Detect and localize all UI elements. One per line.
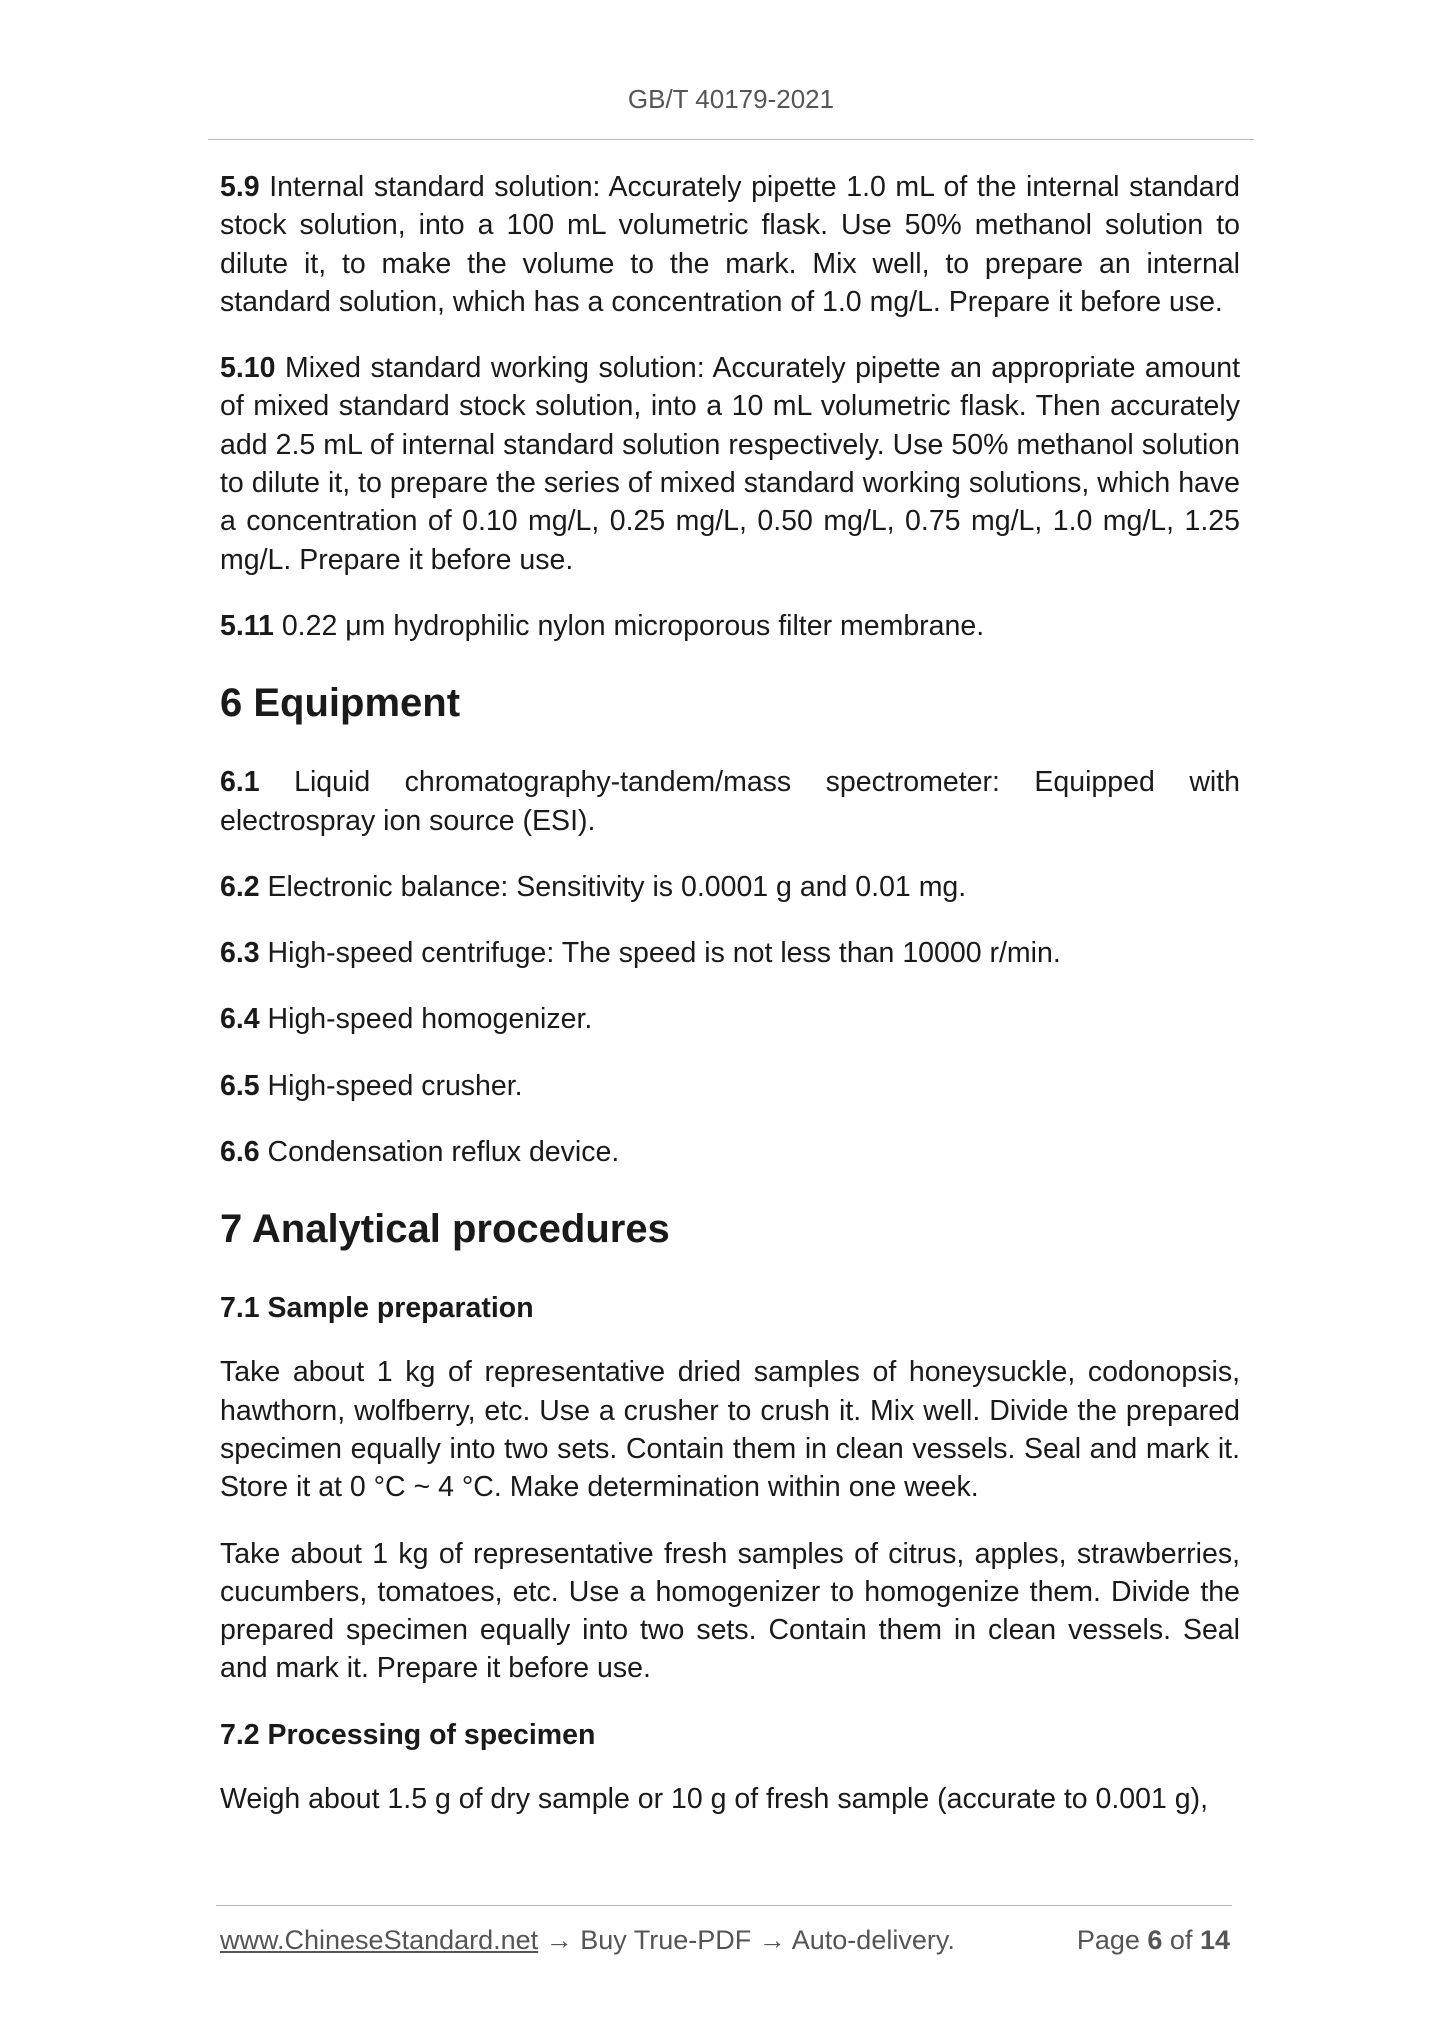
clause-5-10 <box>220 349 1240 579</box>
clause-number: 6.4 <box>220 1003 260 1036</box>
clause-6-5 <box>220 1067 1240 1105</box>
header-divider <box>208 139 1254 140</box>
clause-text: Electronic balance: Sensitivity is 0.0001 g and 0.01 mg. <box>259 870 967 903</box>
clause-number: 5.10 <box>220 352 276 385</box>
clause-text: Liquid chromatography-tandem/mass spectrometer: Equipped with electrospray ion source (ESI). <box>220 766 1240 837</box>
footer-promo <box>220 1925 955 1956</box>
clause-number: 5.9 <box>220 171 260 203</box>
page-label: Page <box>1076 1925 1148 1955</box>
clause-5-9 <box>220 168 1240 321</box>
delivery-text: Auto-delivery. <box>791 1925 955 1955</box>
page-footer <box>220 1925 1230 1961</box>
subsection-7-2-heading: 7.2 Processing of specimen <box>220 1718 596 1751</box>
buy-text: Buy True-PDF <box>580 1925 752 1955</box>
section-6-heading: 6 Equipment <box>220 681 461 726</box>
paragraph: Take about 1 kg of representative dried samples of honeysuckle, codonopsis, hawthorn, wolfberry, etc. Use a crusher to crush it. Mix well. Divide the prepared specimen equally into two sets. Contain them in clean vessels. Seal and mark it. Store it at 0 °C ~ 4 °C. Make determination within one week. <box>220 1356 1240 1504</box>
paragraph: Weigh about 1.5 g of dry sample or 10 g of fresh sample (accurate to 0.001 g), <box>220 1782 1209 1815</box>
total-pages: 14 <box>1199 1925 1230 1955</box>
clause-number: 6.6 <box>220 1136 260 1169</box>
section-7-heading: 7 Analytical procedures <box>220 1207 670 1252</box>
clause-6-3 <box>220 934 1240 972</box>
subsection-7-1-heading: 7.1 Sample preparation <box>220 1292 534 1325</box>
page-indicator <box>1077 1925 1230 1956</box>
arrow-icon: → <box>751 1925 792 1955</box>
page-header <box>208 84 1254 115</box>
clause-text: Internal standard solution: Accurately pipette 1.0 mL of the internal standard stock solution, into a 100 mL volumetric flask. Use 50% methanol solution to dilute it, to make the volume to the mark. Mix well, to prepare an internal standard solution, which has a concentration of 1.0 mg/L. Prepare it before use. <box>220 171 1240 318</box>
clause-number: 6.5 <box>220 1069 260 1102</box>
of-label: of <box>1162 1925 1200 1955</box>
clause-text: Mixed standard working solution: Accurately pipette an appropriate amount of mixed standard stock solution, into a 10 mL volumetric flask. Then accurately add 2.5 mL of internal standard solution respectively. Use 50% methanol solution to dilute it, to prepare the series of mixed standard working solutions, which have a concentration of 0.10 mg/L, 0.25 mg/L, 0.50 mg/L, 0.75 mg/L, 1.0 mg/L, 1.25 mg/L. Prepare it before use. <box>220 352 1240 576</box>
clause-number: 6.1 <box>220 766 260 799</box>
clause-6-4 <box>220 1000 1240 1038</box>
clause-text: High-speed crusher. <box>259 1069 523 1102</box>
clause-5-11 <box>220 607 1240 645</box>
paragraph: Take about 1 kg of representative fresh samples of citrus, apples, strawberries, cucumbers, tomatoes, etc. Use a homogenizer to homogenize them. Divide the prepared specimen equally into two sets. Contain them in clean vessels. Seal and mark it. Prepare it before use. <box>220 1537 1240 1685</box>
website-link[interactable]: www.ChineseStandard.net <box>220 1925 539 1955</box>
clause-number: 6.2 <box>220 870 260 903</box>
clause-6-2 <box>220 868 1240 906</box>
clause-6-6 <box>220 1133 1240 1171</box>
clause-number: 6.3 <box>220 937 260 970</box>
footer-divider <box>216 1905 1232 1906</box>
current-page: 6 <box>1147 1925 1163 1955</box>
clause-text: High-speed homogenizer. <box>259 1003 593 1036</box>
document-body <box>220 168 1240 1846</box>
clause-6-1 <box>220 763 1240 840</box>
clause-text: 0.22 μm hydrophilic nylon microporous filter membrane. <box>273 609 985 642</box>
clause-text: High-speed centrifuge: The speed is not less than 10000 r/min. <box>259 937 1061 970</box>
clause-text: Condensation reflux device. <box>259 1136 620 1169</box>
arrow-icon: → <box>538 1925 581 1955</box>
clause-number: 5.11 <box>220 609 274 642</box>
document-code: GB/T 40179-2021 <box>627 84 835 114</box>
